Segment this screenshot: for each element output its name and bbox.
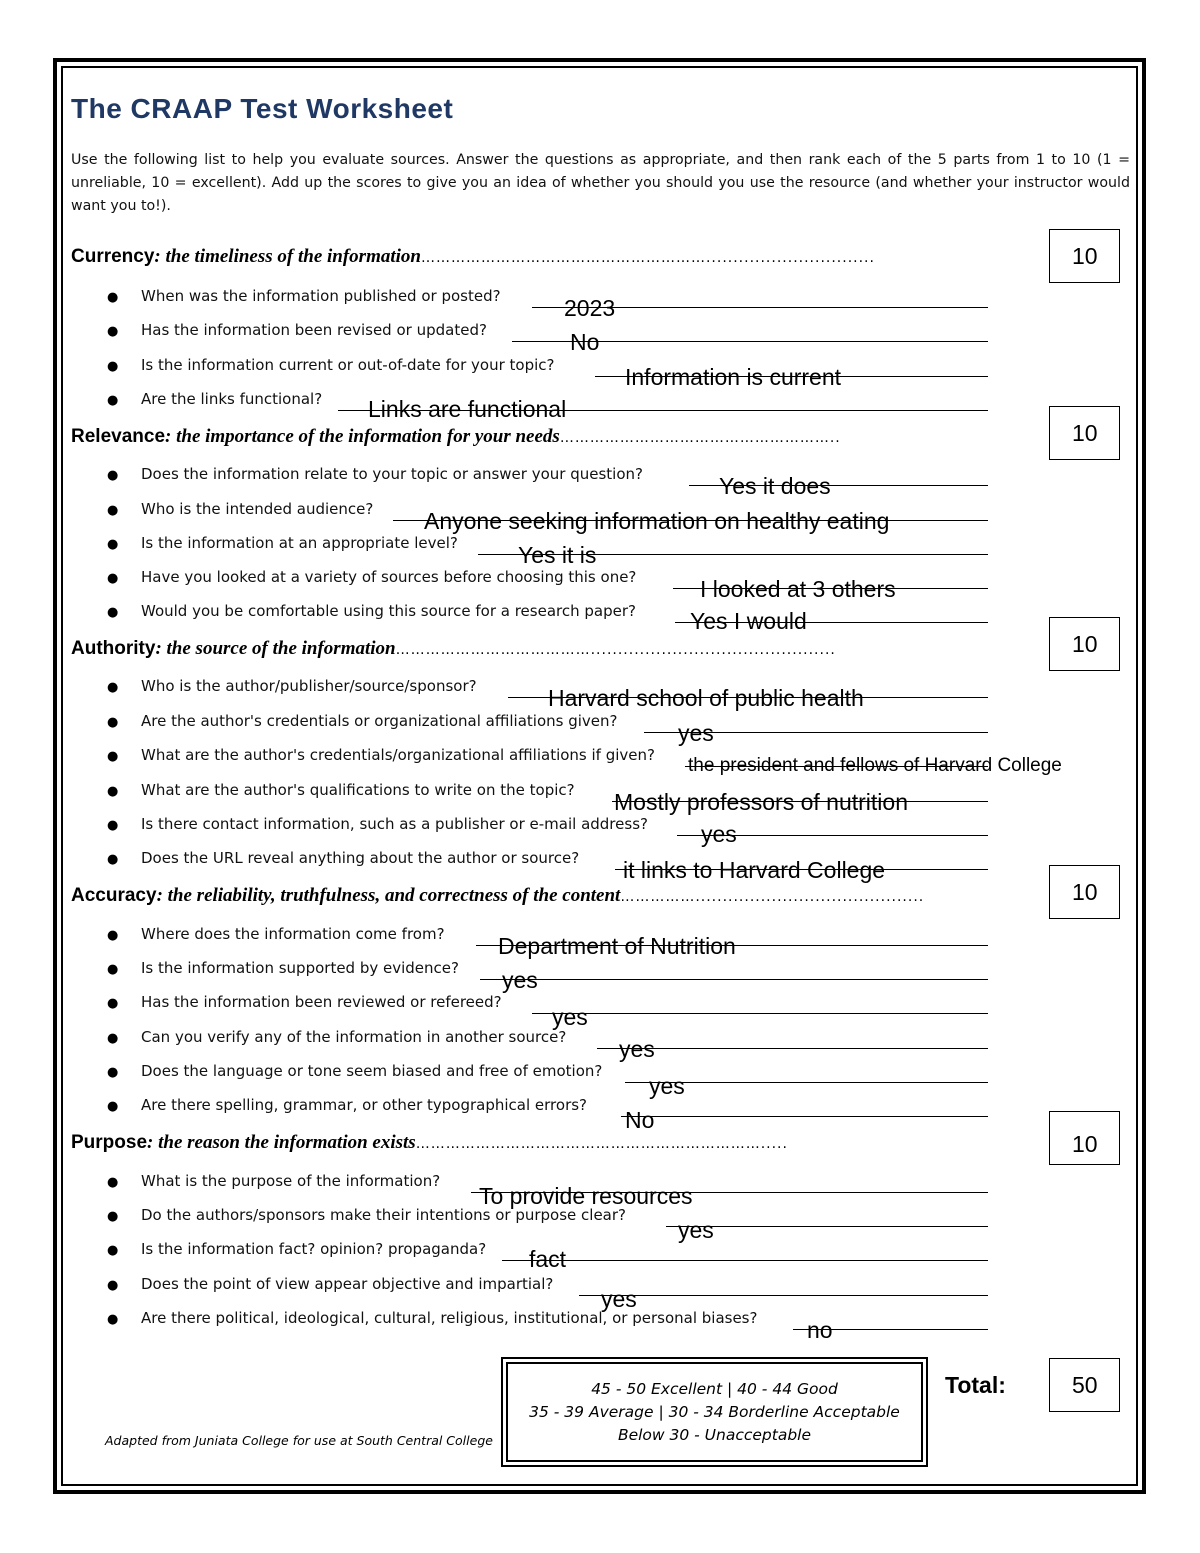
answer-field[interactable] xyxy=(644,720,988,746)
bullet-icon: ● xyxy=(107,1209,119,1224)
question-text: Have you looked at a variety of sources before choosing this one? xyxy=(141,568,637,586)
section-heading-purpose xyxy=(71,1131,1031,1154)
total-score-box[interactable]: 50 xyxy=(1049,1358,1120,1412)
answer-text: Harvard school of public health xyxy=(548,685,864,711)
answer-field[interactable] xyxy=(512,329,988,355)
answer-text: Information is current xyxy=(625,364,842,390)
question-text: Are the links functional? xyxy=(141,390,323,408)
question-text: Has the information been revised or updated? xyxy=(141,321,487,339)
section-name: Purpose xyxy=(71,1132,148,1153)
answer-field[interactable] xyxy=(579,1286,988,1312)
bullet-icon: ● xyxy=(107,1031,119,1046)
answer-field[interactable] xyxy=(338,396,988,422)
answer-field[interactable] xyxy=(502,1246,988,1272)
leader-dots: …………….......................................... xyxy=(620,889,925,905)
question-text: Is the information current or out-of-date for your topic? xyxy=(141,356,555,374)
bullet-icon: ● xyxy=(107,290,119,305)
answer-field[interactable] xyxy=(393,508,988,534)
answer-text: yes xyxy=(552,1004,588,1030)
answer-text: I looked at 3 others xyxy=(700,576,896,602)
bullet-icon: ● xyxy=(107,1099,119,1114)
section-description: : the timeliness of the information xyxy=(154,246,421,267)
section-name: Relevance xyxy=(71,426,166,447)
answer-field[interactable] xyxy=(675,608,988,634)
bullet-icon: ● xyxy=(107,537,119,552)
leader-dots: …………………………………............................................. xyxy=(395,642,836,658)
question-text: Is the information supported by evidence? xyxy=(141,959,459,977)
question-text: What is the purpose of the information? xyxy=(141,1172,441,1190)
intro-paragraph: Use the following list to help you evaluate sources. Answer the questions as appropriate, and then rank each of the 5 parts from 1 to 10 (1 = unreliable, 10 = excellent). Add up the scores to give you an idea of whether you should you use the resource (and whether your instructor would want you to!). xyxy=(71,152,1130,214)
question-text: Who is the author/publisher/source/sponsor? xyxy=(141,677,477,695)
answer-text: 2023 xyxy=(564,295,616,321)
answer-field[interactable] xyxy=(476,933,988,959)
section-name: Authority xyxy=(71,638,156,659)
answer-field[interactable] xyxy=(597,1036,988,1062)
answer-text: yes xyxy=(678,1217,714,1243)
answer-text: To provide resources xyxy=(479,1183,693,1209)
question-text: Who is the intended audience? xyxy=(141,500,374,518)
score-box-relevance[interactable]: 10 xyxy=(1049,406,1120,460)
bullet-icon: ● xyxy=(107,680,119,695)
answer-field[interactable] xyxy=(532,295,988,321)
answer-field[interactable] xyxy=(615,857,988,883)
answer-field[interactable] xyxy=(621,1107,988,1133)
bullet-icon: ● xyxy=(107,1312,119,1327)
answer-field[interactable] xyxy=(532,1004,988,1030)
answer-text: yes xyxy=(649,1073,685,1099)
section-heading-accuracy xyxy=(71,884,1031,907)
section-heading-relevance xyxy=(71,425,1031,448)
answer-field[interactable] xyxy=(793,1317,988,1343)
bullet-icon: ● xyxy=(107,359,119,374)
answer-field[interactable] xyxy=(685,755,1062,776)
bullet-icon: ● xyxy=(107,962,119,977)
answer-text: yes xyxy=(601,1286,637,1312)
section-description: : the reliability, truthfulness, and correctness of the content xyxy=(156,885,621,906)
answer-field[interactable] xyxy=(677,821,988,847)
answer-text: fact xyxy=(529,1246,567,1272)
question-text: Are the author's credentials or organizational affiliations given? xyxy=(141,712,618,730)
answer-text: Department of Nutrition xyxy=(498,933,736,959)
answer-field[interactable] xyxy=(689,473,988,499)
answer-text: yes xyxy=(502,967,538,993)
question-text: Where does the information come from? xyxy=(141,925,445,943)
bullet-icon: ● xyxy=(107,1175,119,1190)
answer-text: Mostly professors of nutrition xyxy=(614,789,909,815)
bullet-icon: ● xyxy=(107,468,119,483)
bullet-icon: ● xyxy=(107,324,119,339)
question-text: Does the URL reveal anything about the author or source? xyxy=(141,849,580,867)
bullet-icon: ● xyxy=(107,1065,119,1080)
score-box-authority[interactable]: 10 xyxy=(1049,617,1120,671)
section-heading-authority xyxy=(71,637,1031,660)
answer-text: Yes it is xyxy=(518,542,597,568)
question-text: What are the author's credentials/organizational affiliations if given? xyxy=(141,746,655,764)
answer-field[interactable] xyxy=(612,789,988,815)
question-text: Are there spelling, grammar, or other typographical errors? xyxy=(141,1096,588,1114)
bullet-icon: ● xyxy=(107,1278,119,1293)
question-text: Do the authors/sponsors make their intentions or purpose clear? xyxy=(141,1206,627,1224)
bullet-icon: ● xyxy=(107,928,119,943)
question-text: Can you verify any of the information in another source? xyxy=(141,1028,567,1046)
scale-line-2: 35 - 39 Average | 30 - 34 Borderline Acceptable xyxy=(529,1402,900,1421)
answer-text: yes xyxy=(619,1036,655,1062)
leader-dots: ……………………………………………………………..... xyxy=(415,1136,788,1152)
question-text: Does the language or tone seem biased and free of emotion? xyxy=(141,1062,603,1080)
section-description: : the reason the information exists xyxy=(147,1132,416,1153)
score-box-purpose[interactable]: 10 xyxy=(1049,1111,1120,1165)
bullet-icon: ● xyxy=(107,571,119,586)
worksheet-title: The CRAAP Test Worksheet xyxy=(71,93,454,124)
question-text: Is there contact information, such as a publisher or e-mail address? xyxy=(141,815,648,833)
bullet-icon: ● xyxy=(107,605,119,620)
scale-line-1: 45 - 50 Excellent | 40 - 44 Good xyxy=(591,1379,838,1398)
question-text: What are the author's qualifications to write on the topic? xyxy=(141,781,575,799)
bullet-icon: ● xyxy=(107,1243,119,1258)
question-text: Are there political, ideological, cultural, religious, institutional, or personal biases? xyxy=(141,1309,758,1327)
answer-field[interactable] xyxy=(625,1073,988,1099)
bullet-icon: ● xyxy=(107,852,119,867)
total-label: Total: xyxy=(945,1372,1006,1398)
answer-field[interactable] xyxy=(673,576,988,602)
answer-field[interactable] xyxy=(471,1183,988,1209)
bullet-icon: ● xyxy=(107,784,119,799)
answer-text: Yes it does xyxy=(719,473,831,499)
question-text: Is the information fact? opinion? propaganda? xyxy=(141,1240,487,1258)
answer-text: yes xyxy=(701,821,737,847)
answer-text: no xyxy=(807,1317,833,1343)
answer-text: Anyone seeking information on healthy eating xyxy=(424,508,890,534)
leader-dots: …………………………………………………............................... xyxy=(420,250,875,266)
question-text: Does the point of view appear objective and impartial? xyxy=(141,1275,554,1293)
question-text: Is the information at an appropriate level? xyxy=(141,534,458,552)
section-description: : the importance of the information for your needs xyxy=(165,426,560,447)
answer-field[interactable] xyxy=(666,1217,988,1243)
answer-text: yes xyxy=(678,720,714,746)
question-text: Does the information relate to your topic or answer your question? xyxy=(141,465,643,483)
answer-text: No xyxy=(570,329,600,355)
scoring-scale xyxy=(506,1362,923,1462)
answer-field[interactable] xyxy=(478,542,988,568)
bullet-icon: ● xyxy=(107,749,119,764)
scale-line-3: Below 30 - Unacceptable xyxy=(617,1425,812,1444)
bullet-icon: ● xyxy=(107,715,119,730)
leader-dots: ……………………………………………….. xyxy=(559,430,841,446)
score-box-currency[interactable]: 10 xyxy=(1049,229,1120,283)
question-text: When was the information published or posted? xyxy=(141,287,501,305)
score-box-accuracy[interactable]: 10 xyxy=(1049,865,1120,919)
answer-field[interactable] xyxy=(480,967,988,993)
bullet-icon: ● xyxy=(107,818,119,833)
answer-text: Links are functional xyxy=(368,396,567,422)
answer-text: No xyxy=(625,1107,655,1133)
question-text: Has the information been reviewed or refereed? xyxy=(141,993,502,1011)
bullet-icon: ● xyxy=(107,503,119,518)
adapted-from-note: Adapted from Juniata College for use at South Central College xyxy=(105,1433,493,1448)
section-heading-currency xyxy=(71,245,1031,268)
answer-text: Yes I would xyxy=(690,608,807,634)
question-text: Would you be comfortable using this source for a research paper? xyxy=(141,602,636,620)
section-name: Accuracy xyxy=(71,885,157,906)
answer-text: the president and fellows of Harvard College xyxy=(688,755,1062,776)
section-description: : the source of the information xyxy=(155,638,396,659)
bullet-icon: ● xyxy=(107,393,119,408)
section-name: Currency xyxy=(71,246,155,267)
answer-field[interactable] xyxy=(595,364,988,390)
bullet-icon: ● xyxy=(107,996,119,1011)
answer-field[interactable] xyxy=(508,685,988,711)
answer-text: it links to Harvard College xyxy=(623,857,886,883)
